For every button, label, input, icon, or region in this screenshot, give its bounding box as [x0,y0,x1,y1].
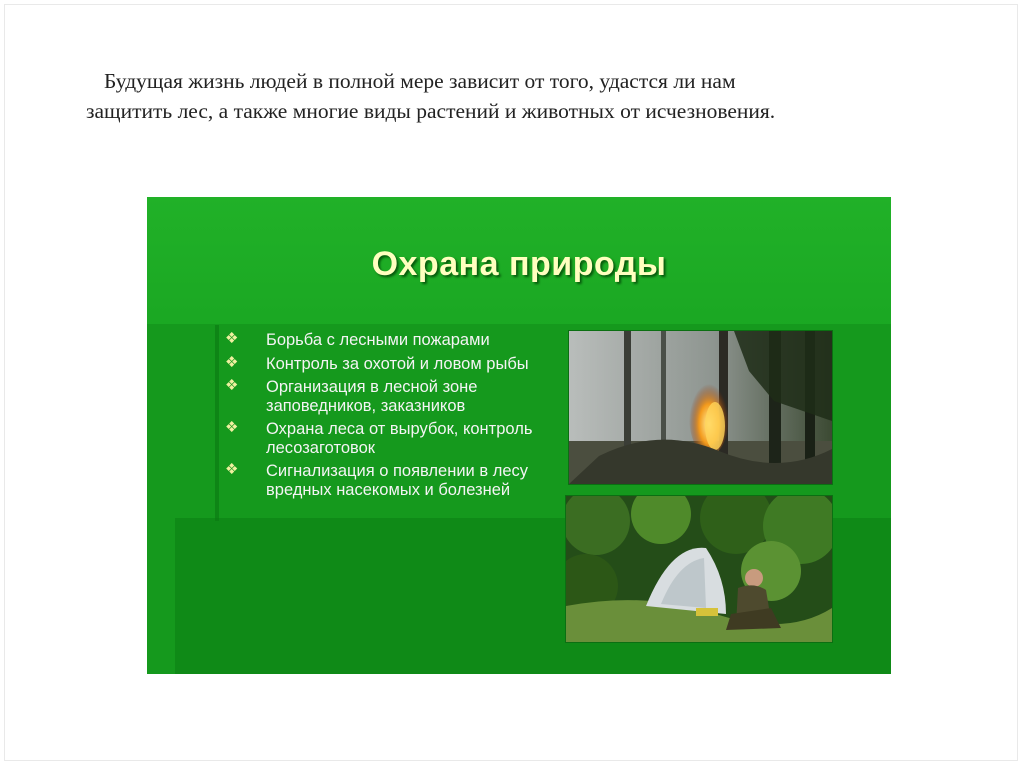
intro-line-1: Будущая жизнь людей в полной мере зависит от того, удастся ли нам [104,69,736,93]
bullet-divider [215,325,219,521]
bullet-text: Охрана леса от вырубок, контроль лесозаготовок [266,420,533,457]
diamond-bullet-icon: ❖ [225,419,239,436]
diamond-bullet-icon: ❖ [225,461,239,478]
diamond-bullet-icon: ❖ [225,377,239,394]
bullet-text: Контроль за охотой и ловом рыбы [266,354,529,373]
slide-image [147,197,891,674]
bullet-item [225,420,555,457]
forest-fire-photo [568,330,833,485]
bullet-text: Борьба с лесными пожарами [266,331,490,349]
diamond-bullet-icon: ❖ [225,353,239,371]
bullet-item [225,378,555,415]
bullet-item [225,331,555,350]
bullet-text: Сигнализация о появлении в лесу вредных насекомых и болезней [266,462,528,499]
intro-line-2: защитить лес, а также многие виды растений и животных от исчезновения. [86,99,776,123]
intro-paragraph [86,66,946,126]
bullet-item [225,462,555,499]
bullet-item [225,355,555,374]
forest-camp-photo [565,495,833,643]
bullet-text: Организация в лесной зоне заповедников, заказников [266,378,478,415]
slide-title: Охрана природы [371,245,667,283]
bullet-list [225,331,555,504]
diamond-bullet-icon: ❖ [225,330,239,347]
